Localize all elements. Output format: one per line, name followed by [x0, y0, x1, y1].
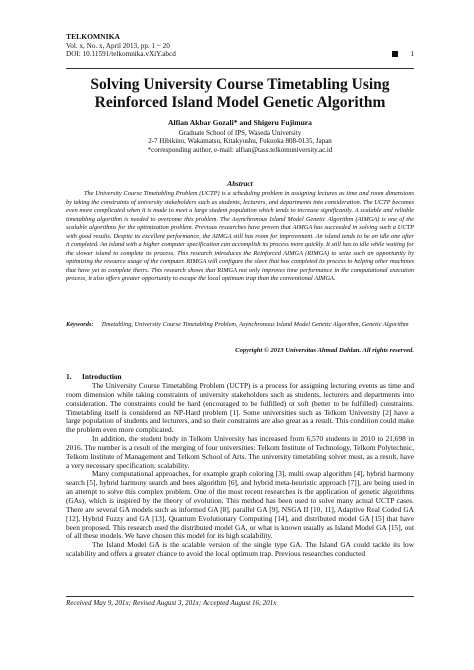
author-block: [60, 119, 420, 154]
body-paragraph: The University Course Timetabling Problem (UCTP) is a process for assigning lecturing events as time and room dimension while taking constraints of university stakeholders such as students, lecturers and departments into consideration. The constraints could be hard (encouraged to be fulfilled) or soft (better to be fulfilled) constraints. Timetabling itself is considered an NP-Hard problem [1]. Some universities such as Telkom University [2] have a large population of students and lecturers, and so their constraints are also great as a result. This condition could make the problem even more complicated.: [66, 381, 414, 435]
doi-link[interactable]: DOI: 10.11591/telkomnika.vXiY.abcd: [66, 50, 176, 59]
square-icon: [392, 51, 398, 57]
keywords-text: Timetabling, University Course Timetabling Problem, Asynchronous Island Model Genetic Algorithm, Genetic Algorithm: [101, 321, 409, 328]
section-title: Introduction: [82, 372, 122, 381]
copyright-notice: Copyright © 2013 Universitas Ahmad Dahlan. All rights reserved.: [235, 347, 414, 354]
page-marker: [392, 50, 414, 59]
author-address: 2-7 Hibikino, Wakamatsu, Kitakyushu, Fukuoka 808-0135, Japan: [148, 137, 332, 146]
corresponding-author: *corresponding author, e-mail: alfian@tass.telkomuniversity.ac.id: [147, 145, 333, 154]
body-paragraph: In addition, the student body in Telkom University has increased from 6,570 students in 2010 to 21,698 in 2016. The number is a result of the merging of four universities: Telkom Institute of Technology, Telkom Polytechnic, Telkom Institute of Management and Telkom School of Arts. The university timetabling solver must, as a result, have a very necessary specification: scalability.: [66, 434, 414, 470]
header-divider: [66, 68, 414, 69]
abstract-heading: Abstract: [227, 179, 253, 188]
body-paragraph: Many computational approaches, for example graph coloring [3], multi swap algorithm [4], hybrid harmony search [5], hybrid harmony search and bees algorithm [6], and hybrid meta-heuristic approach [7]], are being used in an attempt to solve this complex problem. One of the most recent researches is the application of genetic algorithms (GAs), which is inspired by the theory of evolution. This method has been used to solve many actual UCTP cases. There are several GA models such as informed GA [8], parallel GA [9], NSGA II [10, 11], Adaptive Real Coded GA [12], Hybrid Fuzzy and GA [13], Quantum Evolutionary Computing [14], and distributed model GA [15] that have been proposed. This research used the distributed model GA, or what is known usually as Island Model GA [15], out of all these models. We have chosen this model for its high scalability.: [66, 469, 414, 541]
keywords: [66, 321, 414, 330]
author-affiliation: Graduate School of IPS, Waseda University: [178, 128, 302, 137]
journal-name: TELKOMNIKA: [66, 32, 121, 41]
section-heading: [66, 372, 122, 381]
section-body: [66, 382, 414, 559]
author-names: Alfian Akbar Gozali* and Shigeru Fujimura: [168, 118, 312, 127]
section-number: 1.: [66, 372, 72, 381]
abstract-text: The University Course Timetabling Problem (UCTP) is a scheduling problem in assigning lectures as time and room dimensions by taking the constraints of university stakeholders such as students, lecturers, and departments into consideration. The UCTP becomes even more complicated when it is made to meet a large student population which tends to increase significantly. A scalable and reliable timetabling algorithm is needed to overcome this problem. The Asynchronous Island Model Genetic Algorithm (AIMGA) is one of the scalable algorithms for the optimization problem. Previous researches have proven that AIMGA has succeeded in solving such a UCTP with good results. Despite its excellent performance, the AIMGA still has room for improvement. An island tends to be an idle one after it completed. An island with a higher computer specification can accomplish its process more quickly. It still has to idle while waiting for the slower island to complete its process. This research introduces the Reinforced AIMGA (RIMGA) to seize such an opportunity by optimizing the resource usage of the computer. RIMGA will configure the slave that has completed its process to helping other machines that have yet to complete theirs. This research shows that RIMGA not only improves time performance in the computational execution process, it also offers greater opportunity to escape the local optimum trap than the conventional AIMGA.: [66, 190, 414, 283]
title-line-2: Reinforced Island Model Genetic Algorithm: [94, 94, 386, 111]
journal-header: [66, 33, 414, 59]
footer-divider: [66, 596, 414, 597]
page-number: 1: [410, 50, 414, 59]
volume-info: Vol. x, No. x, April 2013, pp. 1 ~ 20: [66, 41, 170, 50]
received-dates: Received May 9, 201x; Revised August 3, 201x; Accepted August 16, 201x: [66, 599, 277, 607]
title-line-1: Solving University Course Timetabling Using: [90, 76, 390, 93]
doi-row: [66, 50, 414, 59]
paper-title: [60, 76, 420, 112]
body-paragraph: The Island Model GA is the scalable version of the single type GA. The Island GA could tackle its low scalability and offers a greater chance to avoid the local optimum trap. Previous researches conducted: [66, 540, 414, 559]
keywords-label: Keywords:: [66, 321, 94, 328]
